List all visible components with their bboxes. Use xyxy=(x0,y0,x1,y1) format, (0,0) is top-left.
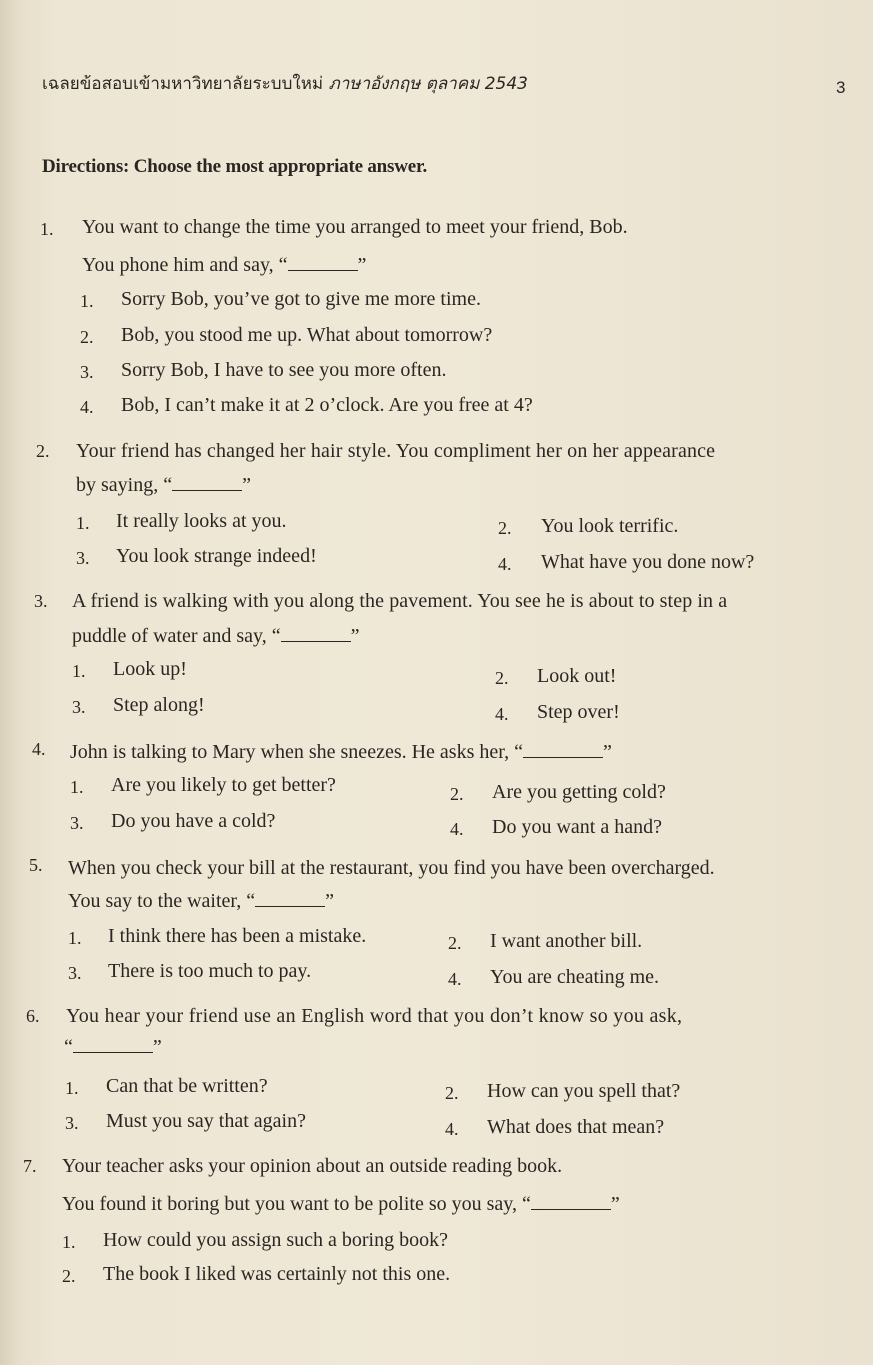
question-text: A friend is walking with you along the pavement. You see he is about to step in a xyxy=(72,590,728,612)
option-number: 3. xyxy=(76,548,90,568)
option-number: 2. xyxy=(62,1266,76,1286)
option-number: 4. xyxy=(450,819,464,839)
option-text: Step along! xyxy=(113,694,205,716)
option-number: 2. xyxy=(445,1083,459,1103)
question-text: Your friend has changed her hair style. You compliment her on her appearance xyxy=(76,440,716,462)
option-text: What does that mean? xyxy=(487,1116,665,1138)
option-number: 1. xyxy=(68,928,82,948)
option-number: 4. xyxy=(448,969,462,989)
option-text: Are you likely to get better? xyxy=(111,774,336,796)
option-text: I think there has been a mistake. xyxy=(108,925,367,947)
question-number: 6. xyxy=(26,1006,40,1026)
option-text: Sorry Bob, I have to see you more often. xyxy=(121,359,447,381)
option-text: Step over! xyxy=(537,701,620,723)
option-text: How could you assign such a boring book? xyxy=(103,1229,448,1251)
option-text: You are cheating me. xyxy=(490,966,660,988)
option-text: There is too much to pay. xyxy=(108,960,312,982)
answer-blank xyxy=(281,627,351,642)
option-text: Can that be written? xyxy=(106,1075,268,1097)
question-text: by saying, “ ” xyxy=(76,474,251,496)
answer-blank xyxy=(73,1038,153,1053)
answer-blank xyxy=(288,256,358,271)
option-number: 3. xyxy=(68,963,82,983)
header-title: เฉลยข้อสอบเข้ามหาวิทยาลัยระบบใหม่ xyxy=(42,74,329,94)
option-number: 3. xyxy=(80,362,94,382)
question-text: puddle of water and say, “ ” xyxy=(72,625,360,647)
option-number: 1. xyxy=(72,661,86,681)
option-number: 1. xyxy=(70,777,84,797)
option-number: 1. xyxy=(62,1232,76,1252)
question-text: You say to the waiter, “ ” xyxy=(68,890,335,912)
option-text: It really looks at you. xyxy=(116,510,287,532)
question-text: You found it boring but you want to be polite so you say, “ ” xyxy=(62,1193,620,1215)
option-text: You look strange indeed! xyxy=(116,545,317,567)
option-number: 2. xyxy=(450,784,464,804)
option-text: The book I liked was certainly not this one. xyxy=(103,1263,451,1285)
answer-blank xyxy=(523,743,603,758)
option-text: Bob, you stood me up. What about tomorrow? xyxy=(121,324,493,346)
option-number: 2. xyxy=(448,933,462,953)
answer-blank xyxy=(531,1195,611,1210)
option-text: Must you say that again? xyxy=(106,1110,306,1132)
option-number: 2. xyxy=(495,668,509,688)
question-number: 3. xyxy=(34,591,48,611)
option-number: 1. xyxy=(76,513,90,533)
option-number: 1. xyxy=(80,291,94,311)
option-number: 2. xyxy=(80,327,94,347)
option-text: Bob, I can’t make it at 2 o’clock. Are you free at 4? xyxy=(121,394,533,416)
directions: Directions: Choose the most appropriate answer. xyxy=(42,156,428,177)
option-number: 4. xyxy=(445,1119,459,1139)
question-number: 5. xyxy=(29,855,43,875)
option-text: Look out! xyxy=(537,665,617,687)
question-text: You hear your friend use an English word that you don’t know so you ask, xyxy=(66,1005,683,1027)
question-text: You phone him and say, “ ” xyxy=(82,254,367,276)
option-text: Are you getting cold? xyxy=(492,781,666,803)
question-text: Your teacher asks your opinion about an outside reading book. xyxy=(62,1155,563,1177)
option-number: 3. xyxy=(72,697,86,717)
option-number: 3. xyxy=(65,1113,79,1133)
option-number: 4. xyxy=(495,704,509,724)
option-text: I want another bill. xyxy=(490,930,643,952)
question-text: When you check your bill at the restaurant, you find you have been overcharged. xyxy=(68,857,715,879)
question-number: 7. xyxy=(23,1156,37,1176)
option-text: Do you have a cold? xyxy=(111,810,276,832)
option-number: 4. xyxy=(498,554,512,574)
question-number: 2. xyxy=(36,441,50,461)
question-number: 4. xyxy=(32,739,46,759)
option-number: 1. xyxy=(65,1078,79,1098)
option-number: 2. xyxy=(498,518,512,538)
option-number: 3. xyxy=(70,813,84,833)
question-text: “ ” xyxy=(64,1036,162,1058)
option-text: How can you spell that? xyxy=(487,1080,681,1102)
header-subject: ภาษาอังกฤษ ตุลาคม 2543 xyxy=(328,74,528,94)
question-text: You want to change the time you arranged to meet your friend, Bob. xyxy=(82,216,628,238)
page-header xyxy=(42,70,528,97)
option-text: What have you done now? xyxy=(541,551,755,573)
question-text: John is talking to Mary when she sneezes. He asks her, “ ” xyxy=(70,741,612,763)
option-text: Do you want a hand? xyxy=(492,816,662,838)
page-number: 3 xyxy=(836,78,846,97)
answer-blank xyxy=(255,892,325,907)
option-number: 4. xyxy=(80,397,94,417)
option-text: Look up! xyxy=(113,658,187,680)
answer-blank xyxy=(172,476,242,491)
option-text: You look terrific. xyxy=(541,515,679,537)
question-number: 1. xyxy=(40,219,54,239)
option-text: Sorry Bob, you’ve got to give me more time. xyxy=(121,288,481,310)
